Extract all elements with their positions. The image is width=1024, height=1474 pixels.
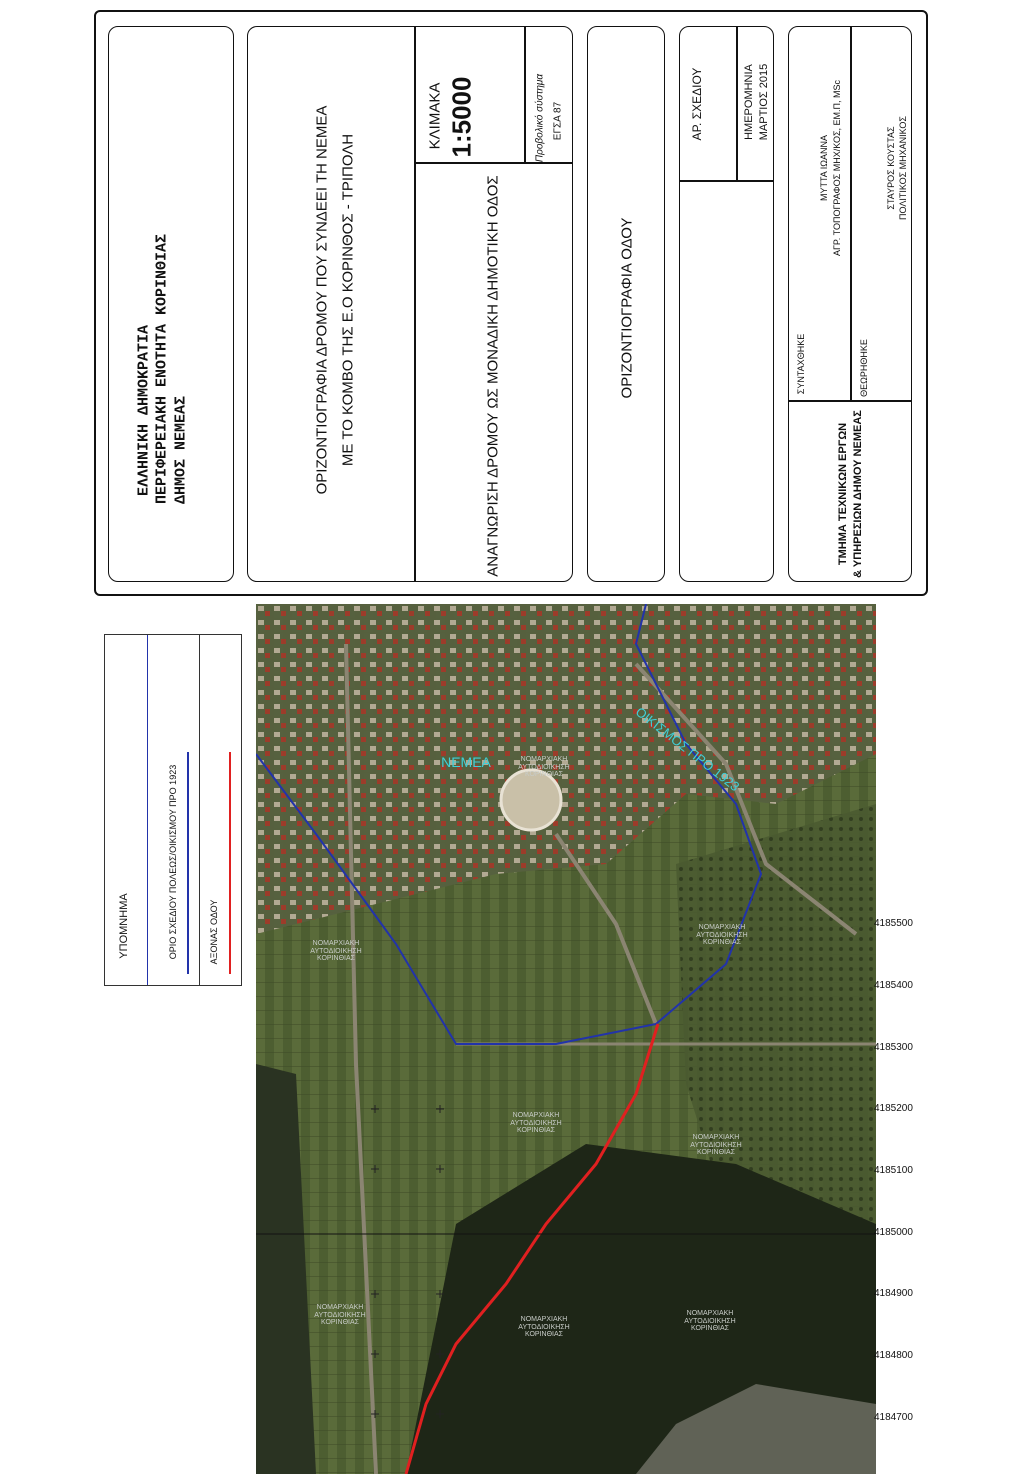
legend-item-boundary-swatch (187, 752, 189, 974)
legend-divider-1 (147, 635, 148, 985)
reviewed-title: ΠΟΛΙΤΙΚΟΣ ΜΗΧΑΝΙΚΟΣ (898, 116, 908, 220)
aerial-map (256, 604, 876, 1474)
place-label-nemea: ΝΕΜΕΑ (441, 754, 491, 770)
authority-line1: ΕΛΛΗΝΙΚΗ ΔΗΜΟΚΡΑΤΙΑ (135, 324, 153, 496)
department-line2: & ΥΠΗΡΕΣΙΩΝ ΔΗΜΟΥ ΝΕΜΕΑΣ (852, 410, 864, 578)
reviewed-name: ΣΤΑΥΡΟΣ ΚΟΥΣΤΑΣ (886, 126, 896, 210)
scale-label: ΚΛΙΜΑΚΑ (426, 82, 444, 150)
northing-label: 4185200 (874, 1103, 913, 1114)
projection-label: Προβολικό σύστημα (534, 73, 546, 163)
northing-label: 4185300 (874, 1042, 913, 1053)
northing-label: 4185500 (874, 918, 913, 929)
cadastre-label: ΝΟΜΑΡΧΙΑΚΗ ΑΥΤΟΔΙΟΙΚΗΣΗ ΚΟΡΙΝΘΙΑΣ (314, 1304, 366, 1327)
northing-label: 4184800 (874, 1350, 913, 1361)
legend-item-road-label: ΑΞΟΝΑΣ ΟΔΟΥ (209, 899, 219, 965)
compiled-name: ΜΥΤΤΑ ΙΩΑΝΝΑ (819, 134, 829, 202)
department-divider-v (850, 26, 852, 401)
compiled-label: ΣΥΝΤΑΧΘΗΚΕ (796, 333, 806, 395)
scale-divider-v (524, 26, 526, 163)
drawing-number-divider-h (679, 180, 774, 182)
project-line2: ΜΕ ΤΟ ΚΟΜΒΟ ΤΗΣ Ε.Ο ΚΟΡΙΝΘΟΣ - ΤΡΙΠΟΛΗ (339, 133, 357, 467)
northing-label: 4184700 (874, 1412, 913, 1423)
legend-divider-2 (199, 635, 200, 985)
authority-box (108, 26, 234, 582)
scale-value: 1:5000 (446, 76, 477, 158)
authority-line2: ΠΕΡΙΦΕΡΕΙΑΚΗ ΕΝΟΤΗΤΑ ΚΟΡΙΝΘΙΑΣ (153, 233, 171, 504)
authority-line3: ΔΗΜΟΣ ΝΕΜΕΑΣ (172, 395, 190, 504)
project-line1: ΟΡΙΖΟΝΤΙΟΓΡΑΦΙΑ ΔΡΟΜΟΥ ΠΟΥ ΣΥΝΔΕΕΙ ΤΗ ΝΕΜΕΑ (313, 105, 331, 495)
projection-value: ΕΓΣΑ 87 (552, 101, 564, 141)
northing-label: 4185400 (874, 980, 913, 991)
legend-title: ΥΠΟΜΝΗΜΑ (118, 893, 130, 959)
department-line1: ΤΜΗΜΑ ΤΕΧΝΙΚΩΝ ΕΡΓΩΝ (837, 422, 849, 566)
reviewed-label: ΘΕΩΡΗΘΗΚΕ (859, 339, 869, 397)
drawing-title: ΟΡΙΖΟΝΤΙΟΓΡΑΦΙΑ ΟΔΟΥ (618, 217, 636, 399)
northing-label: 4184900 (874, 1288, 913, 1299)
cadastre-label: ΝΟΜΑΡΧΙΑΚΗ ΑΥΤΟΔΙΟΙΚΗΣΗ ΚΟΡΙΝΘΙΑΣ (684, 1310, 736, 1333)
northing-label: 4185000 (874, 1227, 913, 1238)
legend-item-boundary-label: ΟΡΙΟ ΣΧΕΔΙΟΥ ΠΟΛΕΩΣ/ΟΙΚΙΣΜΟΥ ΠΡΟ 1923 (168, 764, 178, 960)
map-svg (256, 604, 876, 1474)
date-label: ΗΜΕΡΟΜΗΝΙΑ (743, 64, 755, 140)
cadastre-label: ΝΟΜΑΡΧΙΑΚΗ ΑΥΤΟΔΙΟΙΚΗΣΗ ΚΟΡΙΝΘΙΑΣ (696, 924, 748, 947)
settlement-label: ΟΙΚΙΣΜΟΣ ΠΡΟ 1923 (632, 704, 743, 795)
drawing-number-divider-v (736, 26, 738, 181)
northing-label: 4185100 (874, 1165, 913, 1176)
legend-item-road-swatch (229, 752, 231, 974)
project-subtitle: ΑΝΑΓΝΩΡΙΣΗ ΔΡΟΜΟΥ ΩΣ ΜΟΝΑΔΙΚΗ ΔΗΜΟΤΙΚΗ ΟΔΟΣ (484, 175, 502, 577)
date-value: ΜΑΡΤΙΟΣ 2015 (758, 63, 770, 141)
compiled-title: ΑΓΡ. ΤΟΠΟΓΡΑΦΟΣ ΜΗΧ/ΚΟΣ, ΕΜ.Π, MSc (832, 79, 842, 257)
cadastre-label: ΝΟΜΑΡΧΙΑΚΗ ΑΥΤΟΔΙΟΙΚΗΣΗ ΚΟΡΙΝΘΙΑΣ (518, 1316, 570, 1339)
cadastre-label: ΝΟΜΑΡΧΙΑΚΗ ΑΥΤΟΔΙΟΙΚΗΣΗ ΚΟΡΙΝΘΙΑΣ (310, 940, 362, 963)
project-divider (414, 26, 416, 582)
cadastre-label: ΝΟΜΑΡΧΙΑΚΗ ΑΥΤΟΔΙΟΙΚΗΣΗ ΚΟΡΙΝΘΙΑΣ (510, 1112, 562, 1135)
cadastre-label: ΝΟΜΑΡΧΙΑΚΗ ΑΥΤΟΔΙΟΙΚΗΣΗ ΚΟΡΙΝΘΙΑΣ (518, 756, 570, 779)
drawing-number-label: ΑΡ. ΣΧΕΔΙΟΥ (690, 67, 704, 141)
scale-divider-h (414, 162, 573, 164)
cadastre-label: ΝΟΜΑΡΧΙΑΚΗ ΑΥΤΟΔΙΟΙΚΗΣΗ ΚΟΡΙΝΘΙΑΣ (690, 1134, 742, 1157)
